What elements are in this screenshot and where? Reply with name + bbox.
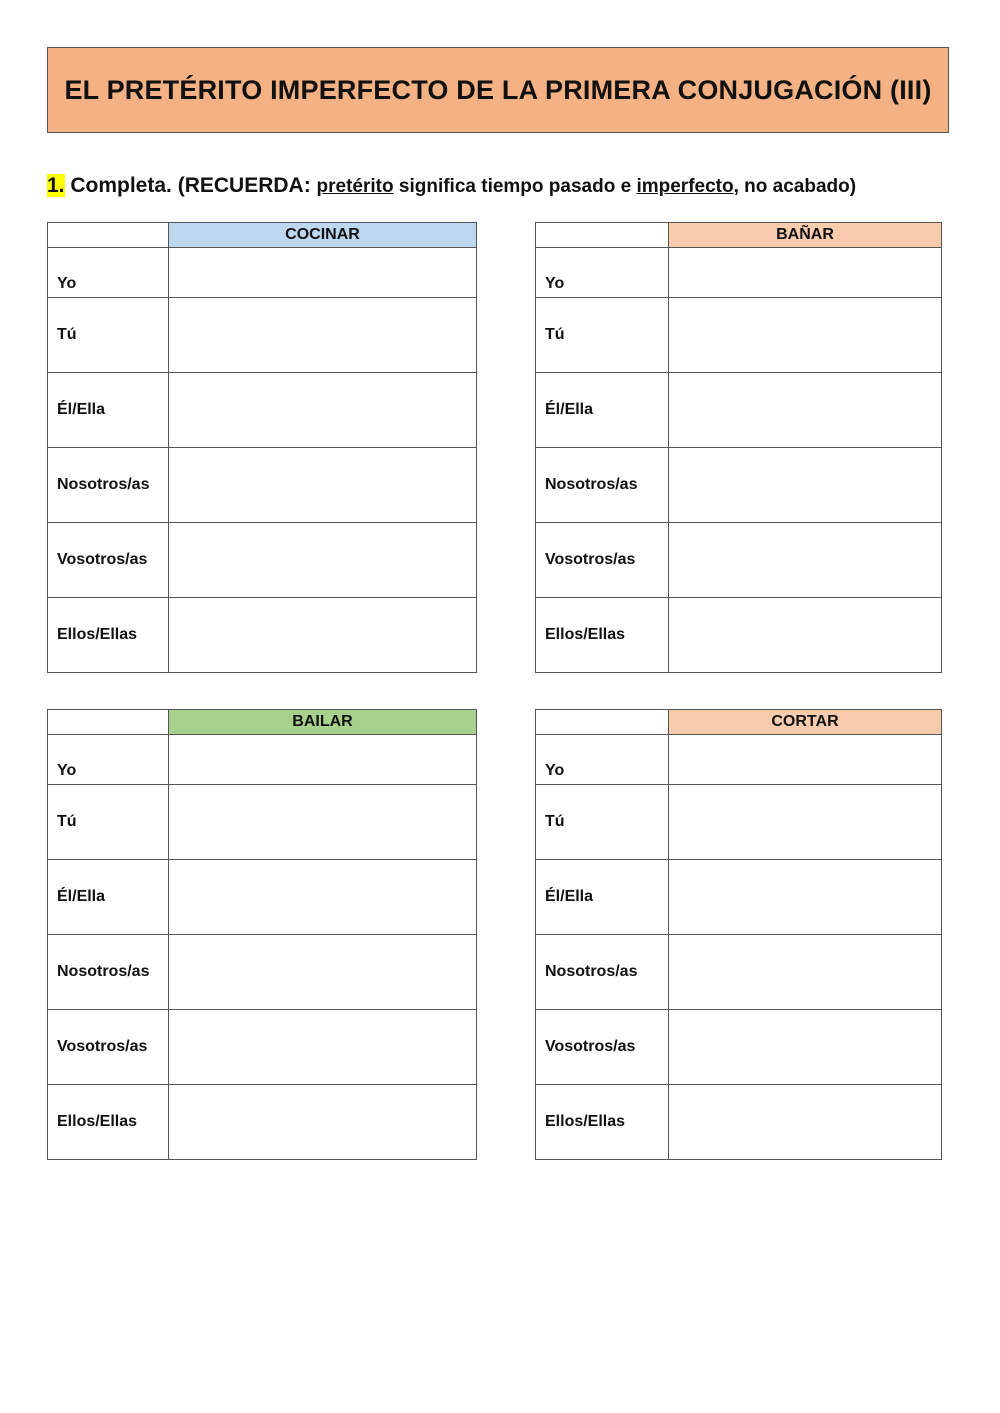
answer-cell-banar-el-ella[interactable] xyxy=(669,373,942,448)
table-bailar xyxy=(47,709,477,1160)
instruction-word-imperfecto: imperfecto xyxy=(636,176,734,197)
answer-cell-banar-vosotros[interactable] xyxy=(669,523,942,598)
instruction-lead: Completa. (RECUERDA: xyxy=(64,174,317,197)
pronoun-yo: Yo xyxy=(48,248,169,298)
table-banar xyxy=(535,222,942,673)
header-empty-cell xyxy=(536,710,669,735)
answer-cell-cocinar-nosotros[interactable] xyxy=(169,448,477,523)
table-cocinar xyxy=(47,222,477,673)
answer-cell-cortar-tu[interactable] xyxy=(669,785,942,860)
answer-cell-cortar-vosotros[interactable] xyxy=(669,1010,942,1085)
verb-header-banar: BAÑAR xyxy=(669,223,942,248)
pronoun-yo: Yo xyxy=(536,248,669,298)
pronoun-nosotros: Nosotros/as xyxy=(48,448,169,523)
pronoun-vosotros: Vosotros/as xyxy=(48,523,169,598)
answer-cell-banar-tu[interactable] xyxy=(669,298,942,373)
answer-cell-bailar-yo[interactable] xyxy=(169,735,477,785)
pronoun-tu: Tú xyxy=(536,298,669,373)
pronoun-el-ella: Él/Ella xyxy=(536,860,669,935)
pronoun-vosotros: Vosotros/as xyxy=(536,523,669,598)
pronoun-ellos-ellas: Ellos/Ellas xyxy=(536,1085,669,1160)
instruction-mid: significa tiempo pasado e xyxy=(393,176,637,197)
exercise-number: 1. xyxy=(47,174,65,197)
pronoun-ellos-ellas: Ellos/Ellas xyxy=(536,598,669,673)
answer-cell-cortar-ellos[interactable] xyxy=(669,1085,942,1160)
answer-cell-bailar-nosotros[interactable] xyxy=(169,935,477,1010)
header-empty-cell xyxy=(48,710,169,735)
verb-header-bailar: BAILAR xyxy=(169,710,477,735)
answer-cell-bailar-tu[interactable] xyxy=(169,785,477,860)
instruction xyxy=(47,174,856,198)
header-empty-cell xyxy=(536,223,669,248)
answer-cell-cortar-nosotros[interactable] xyxy=(669,935,942,1010)
pronoun-vosotros: Vosotros/as xyxy=(536,1010,669,1085)
pronoun-tu: Tú xyxy=(536,785,669,860)
answer-cell-banar-yo[interactable] xyxy=(669,248,942,298)
pronoun-nosotros: Nosotros/as xyxy=(48,935,169,1010)
verb-header-cocinar: COCINAR xyxy=(169,223,477,248)
pronoun-el-ella: Él/Ella xyxy=(48,373,169,448)
pronoun-vosotros: Vosotros/as xyxy=(48,1010,169,1085)
answer-cell-banar-nosotros[interactable] xyxy=(669,448,942,523)
answer-cell-cortar-yo[interactable] xyxy=(669,735,942,785)
answer-cell-banar-ellos[interactable] xyxy=(669,598,942,673)
pronoun-ellos-ellas: Ellos/Ellas xyxy=(48,598,169,673)
pronoun-el-ella: Él/Ella xyxy=(48,860,169,935)
verb-header-cortar: CORTAR xyxy=(669,710,942,735)
title-box xyxy=(47,47,949,133)
page-title: EL PRETÉRITO IMPERFECTO DE LA PRIMERA CONJUGACIÓN (III) xyxy=(64,74,932,105)
pronoun-yo: Yo xyxy=(536,735,669,785)
pronoun-ellos-ellas: Ellos/Ellas xyxy=(48,1085,169,1160)
pronoun-nosotros: Nosotros/as xyxy=(536,935,669,1010)
answer-cell-bailar-ellos[interactable] xyxy=(169,1085,477,1160)
answer-cell-bailar-el-ella[interactable] xyxy=(169,860,477,935)
answer-cell-bailar-vosotros[interactable] xyxy=(169,1010,477,1085)
answer-cell-cocinar-el-ella[interactable] xyxy=(169,373,477,448)
pronoun-tu: Tú xyxy=(48,785,169,860)
answer-cell-cocinar-ellos[interactable] xyxy=(169,598,477,673)
answer-cell-cocinar-tu[interactable] xyxy=(169,298,477,373)
pronoun-nosotros: Nosotros/as xyxy=(536,448,669,523)
answer-cell-cocinar-yo[interactable] xyxy=(169,248,477,298)
header-empty-cell xyxy=(48,223,169,248)
pronoun-yo: Yo xyxy=(48,735,169,785)
instruction-word-preterito: pretérito xyxy=(316,176,394,197)
instruction-tail: , no acabado) xyxy=(733,176,857,197)
answer-cell-cortar-el-ella[interactable] xyxy=(669,860,942,935)
pronoun-tu: Tú xyxy=(48,298,169,373)
pronoun-el-ella: Él/Ella xyxy=(536,373,669,448)
answer-cell-cocinar-vosotros[interactable] xyxy=(169,523,477,598)
table-cortar xyxy=(535,709,942,1160)
